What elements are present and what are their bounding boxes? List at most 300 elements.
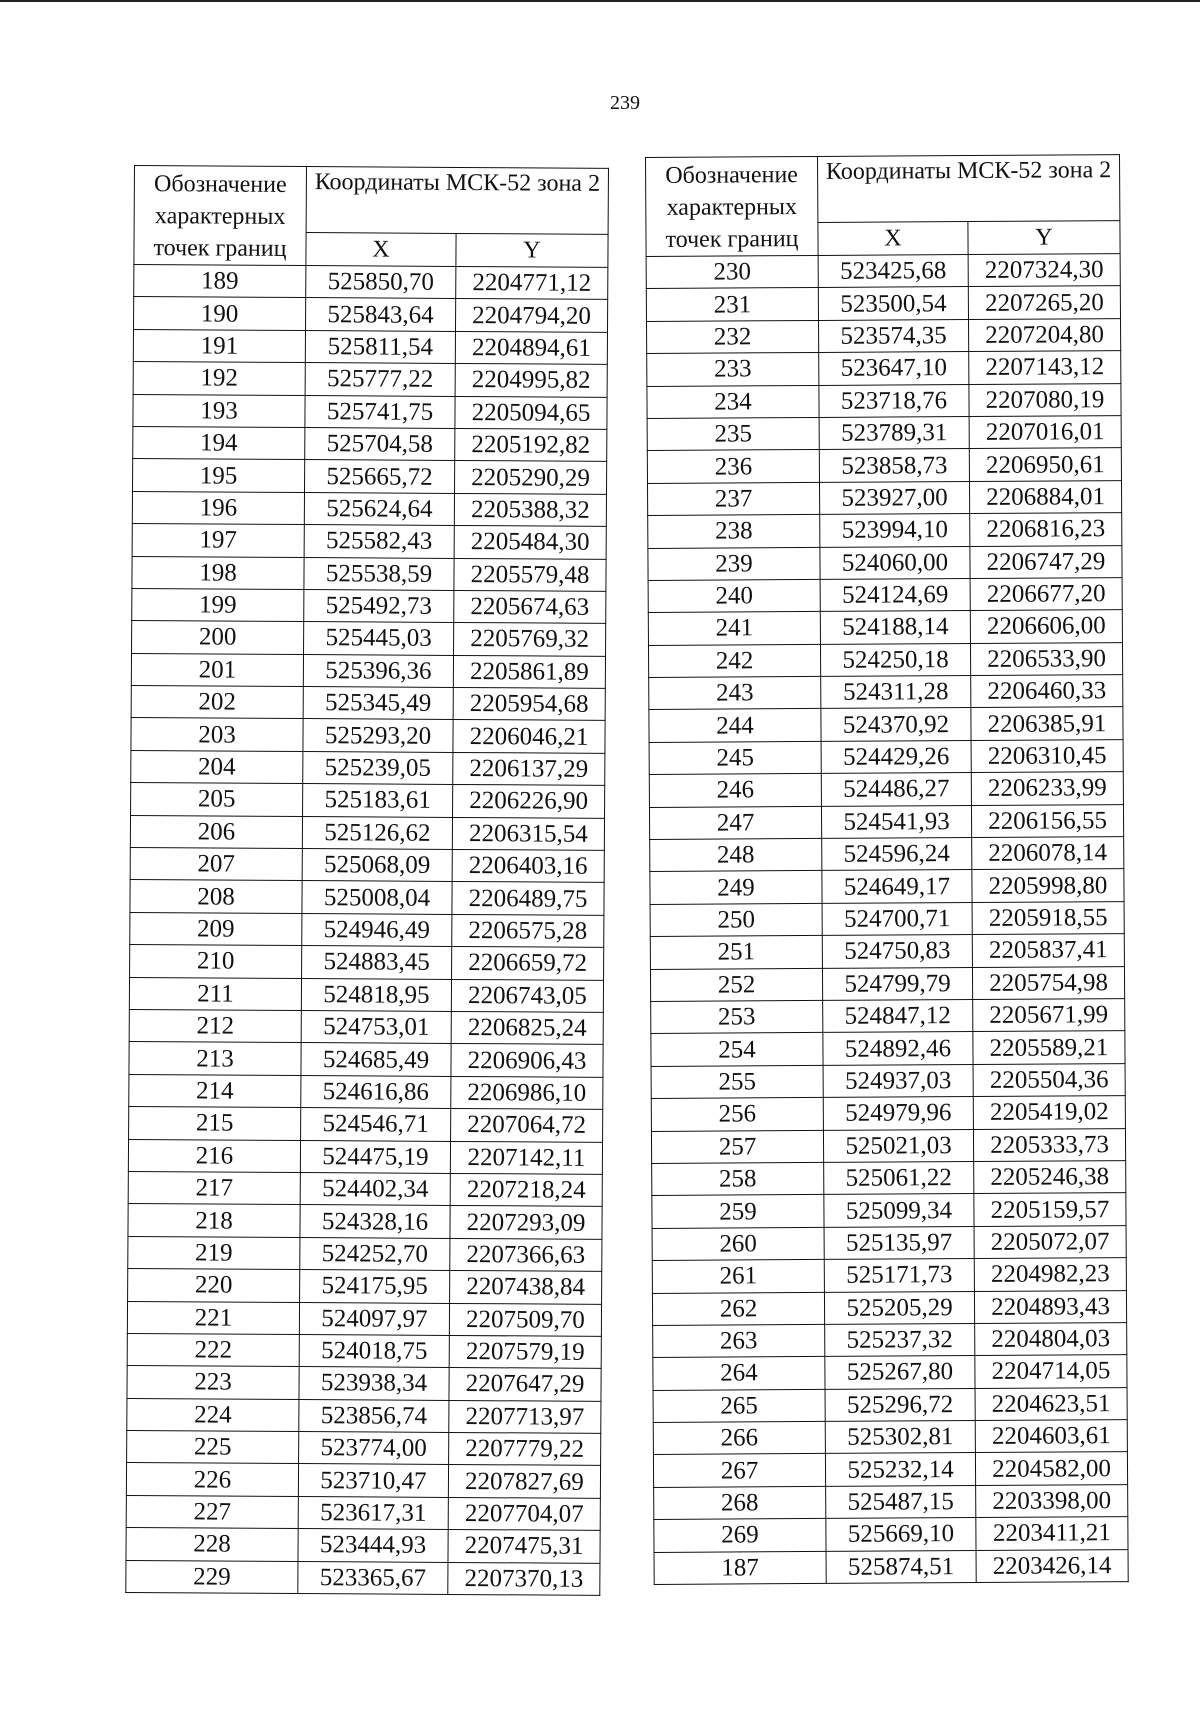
table-row bbox=[649, 804, 1123, 839]
table-row bbox=[647, 416, 1121, 451]
x-coordinate-cell: 524546,71 bbox=[301, 1108, 451, 1141]
table-row bbox=[651, 1031, 1125, 1066]
point-number-cell: 255 bbox=[651, 1065, 823, 1098]
table-row bbox=[128, 1171, 602, 1206]
point-number-cell: 268 bbox=[654, 1486, 826, 1519]
x-coordinate-cell: 524188,14 bbox=[820, 611, 970, 644]
x-coordinate-cell: 524616,86 bbox=[301, 1075, 451, 1108]
y-coordinate-cell: 2206310,45 bbox=[971, 739, 1123, 772]
point-number-cell: 256 bbox=[651, 1098, 823, 1131]
y-coordinate-cell: 2207218,24 bbox=[450, 1173, 602, 1206]
point-number-cell: 223 bbox=[127, 1366, 299, 1399]
point-number-cell: 239 bbox=[648, 547, 820, 580]
table-row bbox=[653, 1355, 1127, 1390]
point-number-cell: 249 bbox=[650, 871, 822, 904]
y-coordinate-cell: 2205837,41 bbox=[972, 934, 1124, 967]
table-row bbox=[646, 286, 1120, 321]
table-row bbox=[127, 1301, 601, 1336]
y-coordinate-cell: 2205290,29 bbox=[455, 461, 607, 494]
point-number-cell: 203 bbox=[131, 718, 303, 751]
y-coordinate-cell: 2205998,80 bbox=[972, 869, 1124, 902]
x-coordinate-cell: 525874,51 bbox=[826, 1550, 976, 1583]
point-number-cell: 222 bbox=[127, 1333, 299, 1366]
point-number-cell: 232 bbox=[647, 320, 819, 353]
y-coordinate-cell: 2206747,29 bbox=[970, 545, 1122, 578]
y-coordinate-cell: 2205333,73 bbox=[973, 1128, 1125, 1161]
point-number-cell: 242 bbox=[648, 644, 820, 677]
table-row bbox=[130, 848, 604, 883]
point-number-cell: 221 bbox=[127, 1301, 299, 1334]
table-row bbox=[650, 837, 1124, 872]
header-point-label: Обозначение характерных точек границ bbox=[134, 166, 307, 266]
y-coordinate-cell: 2206906,43 bbox=[451, 1044, 603, 1077]
y-coordinate-cell: 2205159,57 bbox=[974, 1193, 1126, 1226]
x-coordinate-cell: 524475,19 bbox=[300, 1140, 450, 1173]
x-coordinate-cell: 525741,75 bbox=[305, 395, 455, 428]
table-row bbox=[133, 329, 607, 364]
table-row bbox=[654, 1549, 1128, 1584]
table-row bbox=[652, 1290, 1126, 1325]
point-number-cell: 243 bbox=[649, 677, 821, 710]
y-coordinate-cell: 2206743,05 bbox=[451, 979, 603, 1012]
y-coordinate-cell: 2206078,14 bbox=[972, 837, 1124, 870]
table-row bbox=[647, 351, 1121, 386]
x-coordinate-cell: 525396,36 bbox=[303, 654, 453, 687]
x-coordinate-cell: 525068,09 bbox=[302, 849, 452, 882]
y-coordinate-cell: 2207713,97 bbox=[449, 1400, 601, 1433]
table-row bbox=[647, 318, 1121, 353]
x-coordinate-cell: 525061,22 bbox=[824, 1161, 974, 1194]
table-row bbox=[129, 1074, 603, 1109]
x-coordinate-cell: 525850,70 bbox=[306, 266, 456, 299]
point-number-cell: 210 bbox=[130, 945, 302, 978]
x-coordinate-cell: 525183,61 bbox=[303, 784, 453, 817]
table-row bbox=[653, 1452, 1127, 1487]
x-coordinate-cell: 525843,64 bbox=[305, 298, 455, 331]
y-coordinate-cell: 2207438,84 bbox=[450, 1271, 602, 1304]
x-coordinate-cell: 524060,00 bbox=[820, 546, 970, 579]
x-coordinate-cell: 524596,24 bbox=[822, 838, 972, 871]
x-coordinate-cell: 523617,31 bbox=[298, 1496, 448, 1529]
y-coordinate-cell: 2207064,72 bbox=[451, 1109, 603, 1142]
point-number-cell: 190 bbox=[133, 297, 305, 330]
table-row bbox=[649, 675, 1123, 710]
y-coordinate-cell: 2207080,19 bbox=[969, 383, 1121, 416]
x-coordinate-cell: 525021,03 bbox=[823, 1129, 973, 1162]
y-coordinate-cell: 2206460,33 bbox=[971, 675, 1123, 708]
y-coordinate-cell: 2206315,54 bbox=[452, 817, 604, 850]
table-row bbox=[648, 610, 1122, 645]
table-row bbox=[648, 642, 1122, 677]
y-coordinate-cell: 2206575,28 bbox=[452, 914, 604, 947]
y-coordinate-cell: 2207366,63 bbox=[450, 1238, 602, 1271]
point-number-cell: 250 bbox=[650, 903, 822, 936]
table-row bbox=[126, 1560, 600, 1595]
table-row bbox=[648, 545, 1122, 580]
table-row bbox=[127, 1333, 601, 1368]
y-coordinate-cell: 2205419,02 bbox=[973, 1096, 1125, 1129]
header-x: X bbox=[306, 233, 456, 267]
y-coordinate-cell: 2204894,61 bbox=[455, 331, 607, 364]
point-number-cell: 262 bbox=[652, 1292, 824, 1325]
table-row bbox=[652, 1258, 1126, 1293]
point-number-cell: 214 bbox=[129, 1074, 301, 1107]
x-coordinate-cell: 523858,73 bbox=[819, 449, 969, 482]
table-row bbox=[133, 394, 607, 429]
table-row bbox=[132, 524, 606, 559]
x-coordinate-cell: 523444,93 bbox=[298, 1529, 448, 1562]
x-coordinate-cell: 523774,00 bbox=[299, 1432, 449, 1465]
table-row bbox=[130, 880, 604, 915]
point-number-cell: 260 bbox=[652, 1227, 824, 1260]
x-coordinate-cell: 524541,93 bbox=[821, 805, 971, 838]
point-number-cell: 237 bbox=[647, 482, 819, 515]
x-coordinate-cell: 525345,49 bbox=[303, 687, 453, 720]
y-coordinate-cell: 2205674,63 bbox=[454, 590, 606, 623]
table-row bbox=[650, 901, 1124, 936]
x-coordinate-cell: 524311,28 bbox=[821, 676, 971, 709]
point-number-cell: 193 bbox=[133, 394, 305, 427]
table-row bbox=[126, 1528, 600, 1563]
table-row bbox=[131, 718, 605, 753]
y-coordinate-cell: 2204995,82 bbox=[455, 364, 607, 397]
x-coordinate-cell: 525267,80 bbox=[825, 1356, 975, 1389]
x-coordinate-cell: 525008,04 bbox=[302, 881, 452, 914]
table-row bbox=[651, 999, 1125, 1034]
x-coordinate-cell: 524097,97 bbox=[299, 1302, 449, 1335]
table-row bbox=[653, 1322, 1127, 1357]
point-number-cell: 238 bbox=[648, 515, 820, 548]
y-coordinate-cell: 2206233,99 bbox=[971, 772, 1123, 805]
y-coordinate-cell: 2207779,22 bbox=[449, 1433, 601, 1466]
table-row bbox=[652, 1193, 1126, 1228]
point-number-cell: 217 bbox=[128, 1171, 300, 1204]
y-coordinate-cell: 2207324,30 bbox=[968, 254, 1120, 287]
point-number-cell: 200 bbox=[132, 621, 304, 654]
x-coordinate-cell: 524250,18 bbox=[820, 643, 970, 676]
y-coordinate-cell: 2206950,61 bbox=[969, 448, 1121, 481]
table-row bbox=[653, 1420, 1127, 1455]
table-row bbox=[654, 1517, 1128, 1552]
x-coordinate-cell: 524252,70 bbox=[300, 1237, 450, 1270]
table-row bbox=[131, 686, 605, 721]
x-coordinate-cell: 523647,10 bbox=[819, 352, 969, 385]
table-row bbox=[651, 1063, 1125, 1098]
y-coordinate-cell: 2206533,90 bbox=[970, 642, 1122, 675]
point-number-cell: 251 bbox=[650, 936, 822, 969]
y-coordinate-cell: 2205094,65 bbox=[455, 396, 607, 429]
x-coordinate-cell: 523710,47 bbox=[298, 1464, 448, 1497]
point-number-cell: 234 bbox=[647, 385, 819, 418]
x-coordinate-cell: 525171,73 bbox=[824, 1259, 974, 1292]
y-coordinate-cell: 2207265,20 bbox=[968, 286, 1120, 319]
x-coordinate-cell: 524892,46 bbox=[823, 1032, 973, 1065]
y-coordinate-cell: 2205484,30 bbox=[454, 526, 606, 559]
y-coordinate-cell: 2206226,90 bbox=[453, 785, 605, 818]
point-number-cell: 228 bbox=[126, 1528, 298, 1561]
y-coordinate-cell: 2204982,23 bbox=[974, 1258, 1126, 1291]
x-coordinate-cell: 525445,03 bbox=[304, 622, 454, 655]
y-coordinate-cell: 2203398,00 bbox=[976, 1484, 1128, 1517]
table-row bbox=[128, 1204, 602, 1239]
point-number-cell: 206 bbox=[130, 815, 302, 848]
table-row bbox=[647, 383, 1121, 418]
y-coordinate-cell: 2207704,07 bbox=[448, 1497, 600, 1530]
x-coordinate-cell: 525126,62 bbox=[302, 816, 452, 849]
page-number: 239 bbox=[610, 92, 640, 114]
y-coordinate-cell: 2207370,13 bbox=[448, 1562, 600, 1595]
table-row bbox=[128, 1236, 602, 1271]
x-coordinate-cell: 525582,43 bbox=[304, 525, 454, 558]
table-row bbox=[648, 513, 1122, 548]
point-number-cell: 202 bbox=[131, 686, 303, 719]
x-coordinate-cell: 523365,67 bbox=[298, 1561, 448, 1594]
y-coordinate-cell: 2206986,10 bbox=[451, 1076, 603, 1109]
point-number-cell: 199 bbox=[132, 588, 304, 621]
x-coordinate-cell: 523500,54 bbox=[818, 287, 968, 320]
table-row bbox=[650, 966, 1124, 1001]
y-coordinate-cell: 2204603,61 bbox=[975, 1420, 1127, 1453]
x-coordinate-cell: 524883,45 bbox=[302, 946, 452, 979]
table-row bbox=[648, 577, 1122, 612]
point-number-cell: 216 bbox=[128, 1139, 300, 1172]
point-number-cell: 269 bbox=[654, 1519, 826, 1552]
table-row bbox=[654, 1484, 1128, 1519]
x-coordinate-cell: 525492,73 bbox=[304, 589, 454, 622]
table-row bbox=[127, 1431, 601, 1466]
point-number-cell: 205 bbox=[131, 783, 303, 816]
point-number-cell: 236 bbox=[647, 450, 819, 483]
x-coordinate-cell: 523718,76 bbox=[819, 384, 969, 417]
x-coordinate-cell: 525232,14 bbox=[825, 1453, 975, 1486]
point-number-cell: 265 bbox=[653, 1389, 825, 1422]
point-number-cell: 266 bbox=[653, 1421, 825, 1454]
x-coordinate-cell: 524818,95 bbox=[301, 978, 451, 1011]
table-row bbox=[649, 772, 1123, 807]
point-number-cell: 235 bbox=[647, 417, 819, 450]
point-number-cell: 224 bbox=[127, 1398, 299, 1431]
y-coordinate-cell: 2205388,32 bbox=[454, 493, 606, 526]
point-number-cell: 230 bbox=[646, 255, 818, 288]
y-coordinate-cell: 2204893,43 bbox=[974, 1290, 1126, 1323]
y-coordinate-cell: 2206606,00 bbox=[970, 610, 1122, 643]
x-coordinate-cell: 525135,97 bbox=[824, 1226, 974, 1259]
point-number-cell: 258 bbox=[652, 1162, 824, 1195]
y-coordinate-cell: 2205861,89 bbox=[453, 655, 605, 688]
table-row bbox=[129, 977, 603, 1012]
y-coordinate-cell: 2207827,69 bbox=[448, 1465, 600, 1498]
point-number-cell: 241 bbox=[648, 612, 820, 645]
table-row bbox=[132, 556, 606, 591]
point-number-cell: 187 bbox=[654, 1551, 826, 1584]
x-coordinate-cell: 524124,69 bbox=[820, 578, 970, 611]
table-row bbox=[131, 653, 605, 688]
table-row bbox=[133, 426, 607, 461]
x-coordinate-cell: 523994,10 bbox=[820, 514, 970, 547]
table-row bbox=[127, 1398, 601, 1433]
point-number-cell: 244 bbox=[649, 709, 821, 742]
table-row bbox=[128, 1139, 602, 1174]
y-coordinate-cell: 2206156,55 bbox=[971, 804, 1123, 837]
x-coordinate-cell: 523856,74 bbox=[299, 1399, 449, 1432]
x-coordinate-cell: 525099,34 bbox=[824, 1194, 974, 1227]
point-number-cell: 198 bbox=[132, 556, 304, 589]
x-coordinate-cell: 523938,34 bbox=[299, 1367, 449, 1400]
point-number-cell: 231 bbox=[646, 288, 818, 321]
y-coordinate-cell: 2207647,29 bbox=[449, 1368, 601, 1401]
table-row bbox=[131, 750, 605, 785]
table-row bbox=[646, 254, 1120, 289]
y-coordinate-cell: 2205589,21 bbox=[973, 1031, 1125, 1064]
y-coordinate-cell: 2207509,70 bbox=[449, 1303, 601, 1336]
table-row bbox=[130, 945, 604, 980]
table-row bbox=[651, 1128, 1125, 1163]
point-number-cell: 209 bbox=[130, 912, 302, 945]
point-number-cell: 220 bbox=[128, 1269, 300, 1302]
coordinates-table-left bbox=[125, 165, 609, 1596]
y-coordinate-cell: 2205192,82 bbox=[455, 428, 607, 461]
point-number-cell: 196 bbox=[132, 491, 304, 524]
point-number-cell: 226 bbox=[126, 1463, 298, 1496]
x-coordinate-cell: 524429,26 bbox=[821, 740, 971, 773]
x-coordinate-cell: 525293,20 bbox=[303, 719, 453, 752]
y-coordinate-cell: 2207142,11 bbox=[450, 1141, 602, 1174]
point-number-cell: 267 bbox=[653, 1454, 825, 1487]
table-row bbox=[130, 815, 604, 850]
header-x: X bbox=[818, 222, 968, 256]
y-coordinate-cell: 2206884,01 bbox=[969, 480, 1121, 513]
point-number-cell: 261 bbox=[652, 1260, 824, 1293]
table-row bbox=[126, 1495, 600, 1530]
point-number-cell: 229 bbox=[126, 1560, 298, 1593]
y-coordinate-cell: 2204794,20 bbox=[455, 299, 607, 332]
header-y: Y bbox=[456, 234, 608, 268]
point-number-cell: 264 bbox=[653, 1357, 825, 1390]
point-number-cell: 215 bbox=[129, 1107, 301, 1140]
x-coordinate-cell: 524937,03 bbox=[823, 1064, 973, 1097]
point-number-cell: 247 bbox=[649, 806, 821, 839]
x-coordinate-cell: 524946,49 bbox=[302, 913, 452, 946]
table-row bbox=[649, 739, 1123, 774]
x-coordinate-cell: 524799,79 bbox=[822, 967, 972, 1000]
table-row bbox=[129, 1107, 603, 1142]
table-row bbox=[132, 491, 606, 526]
table-row bbox=[652, 1225, 1126, 1260]
y-coordinate-cell: 2204804,03 bbox=[975, 1322, 1127, 1355]
x-coordinate-cell: 525777,22 bbox=[305, 363, 455, 396]
y-coordinate-cell: 2205579,48 bbox=[454, 558, 606, 591]
table-row bbox=[130, 912, 604, 947]
x-coordinate-cell: 524370,92 bbox=[821, 708, 971, 741]
point-number-cell: 208 bbox=[130, 880, 302, 913]
point-number-cell: 245 bbox=[649, 741, 821, 774]
point-number-cell: 240 bbox=[648, 579, 820, 612]
table-row bbox=[133, 297, 607, 332]
y-coordinate-cell: 2206659,72 bbox=[452, 947, 604, 980]
point-number-cell: 195 bbox=[133, 459, 305, 492]
x-coordinate-cell: 524979,96 bbox=[823, 1097, 973, 1130]
y-coordinate-cell: 2205954,68 bbox=[453, 688, 605, 721]
y-coordinate-cell: 2207293,09 bbox=[450, 1206, 602, 1239]
point-number-cell: 257 bbox=[651, 1130, 823, 1163]
point-number-cell: 189 bbox=[134, 265, 306, 298]
point-number-cell: 201 bbox=[131, 653, 303, 686]
point-number-cell: 254 bbox=[651, 1033, 823, 1066]
table-row bbox=[651, 1096, 1125, 1131]
y-coordinate-cell: 2204714,05 bbox=[975, 1355, 1127, 1388]
x-coordinate-cell: 523927,00 bbox=[819, 481, 969, 514]
x-coordinate-cell: 525487,15 bbox=[826, 1485, 976, 1518]
table-row bbox=[128, 1269, 602, 1304]
x-coordinate-cell: 525302,81 bbox=[825, 1421, 975, 1454]
point-number-cell: 194 bbox=[133, 426, 305, 459]
point-number-cell: 207 bbox=[130, 848, 302, 881]
x-coordinate-cell: 525239,05 bbox=[303, 751, 453, 784]
y-coordinate-cell: 2204771,12 bbox=[456, 266, 608, 299]
x-coordinate-cell: 525538,59 bbox=[304, 557, 454, 590]
y-coordinate-cell: 2204582,00 bbox=[975, 1452, 1127, 1485]
x-coordinate-cell: 523789,31 bbox=[819, 416, 969, 449]
y-coordinate-cell: 2205769,32 bbox=[454, 623, 606, 656]
y-coordinate-cell: 2206825,24 bbox=[451, 1011, 603, 1044]
y-coordinate-cell: 2206137,29 bbox=[453, 752, 605, 785]
x-coordinate-cell: 525704,58 bbox=[305, 428, 455, 461]
x-coordinate-cell: 525296,72 bbox=[825, 1388, 975, 1421]
y-coordinate-cell: 2205504,36 bbox=[973, 1063, 1125, 1096]
point-number-cell: 212 bbox=[129, 1009, 301, 1042]
x-coordinate-cell: 525624,64 bbox=[304, 492, 454, 525]
table-row bbox=[649, 707, 1123, 742]
table-row bbox=[650, 869, 1124, 904]
y-coordinate-cell: 2206489,75 bbox=[452, 882, 604, 915]
y-coordinate-cell: 2205246,38 bbox=[974, 1161, 1126, 1194]
x-coordinate-cell: 524847,12 bbox=[823, 999, 973, 1032]
x-coordinate-cell: 524753,01 bbox=[301, 1011, 451, 1044]
table-row bbox=[129, 1042, 603, 1077]
x-coordinate-cell: 524685,49 bbox=[301, 1043, 451, 1076]
point-number-cell: 225 bbox=[127, 1431, 299, 1464]
header-y: Y bbox=[968, 221, 1120, 255]
coordinates-table-right bbox=[645, 154, 1129, 1585]
point-number-cell: 192 bbox=[133, 362, 305, 395]
y-coordinate-cell: 2206403,16 bbox=[452, 849, 604, 882]
point-number-cell: 253 bbox=[651, 1000, 823, 1033]
x-coordinate-cell: 525205,29 bbox=[824, 1291, 974, 1324]
point-number-cell: 197 bbox=[132, 524, 304, 557]
y-coordinate-cell: 2206385,91 bbox=[971, 707, 1123, 740]
y-coordinate-cell: 2207579,19 bbox=[449, 1335, 601, 1368]
point-number-cell: 248 bbox=[650, 838, 822, 871]
x-coordinate-cell: 524700,71 bbox=[822, 902, 972, 935]
x-coordinate-cell: 524402,34 bbox=[300, 1172, 450, 1205]
header-coordinates-group: Координаты МСК-52 зона 2 bbox=[817, 155, 1119, 223]
y-coordinate-cell: 2205072,07 bbox=[974, 1225, 1126, 1258]
y-coordinate-cell: 2207204,80 bbox=[968, 318, 1120, 351]
header-coordinates-group: Координаты МСК-52 зона 2 bbox=[306, 167, 608, 235]
point-number-cell: 213 bbox=[129, 1042, 301, 1075]
table-row bbox=[647, 448, 1121, 483]
point-number-cell: 204 bbox=[131, 750, 303, 783]
table-row bbox=[133, 459, 607, 494]
table-row bbox=[653, 1387, 1127, 1422]
x-coordinate-cell: 523574,35 bbox=[819, 319, 969, 352]
point-number-cell: 252 bbox=[650, 968, 822, 1001]
x-coordinate-cell: 523425,68 bbox=[818, 255, 968, 288]
point-number-cell: 263 bbox=[653, 1324, 825, 1357]
table-row bbox=[129, 1009, 603, 1044]
y-coordinate-cell: 2205918,55 bbox=[972, 901, 1124, 934]
point-number-cell: 219 bbox=[128, 1236, 300, 1269]
